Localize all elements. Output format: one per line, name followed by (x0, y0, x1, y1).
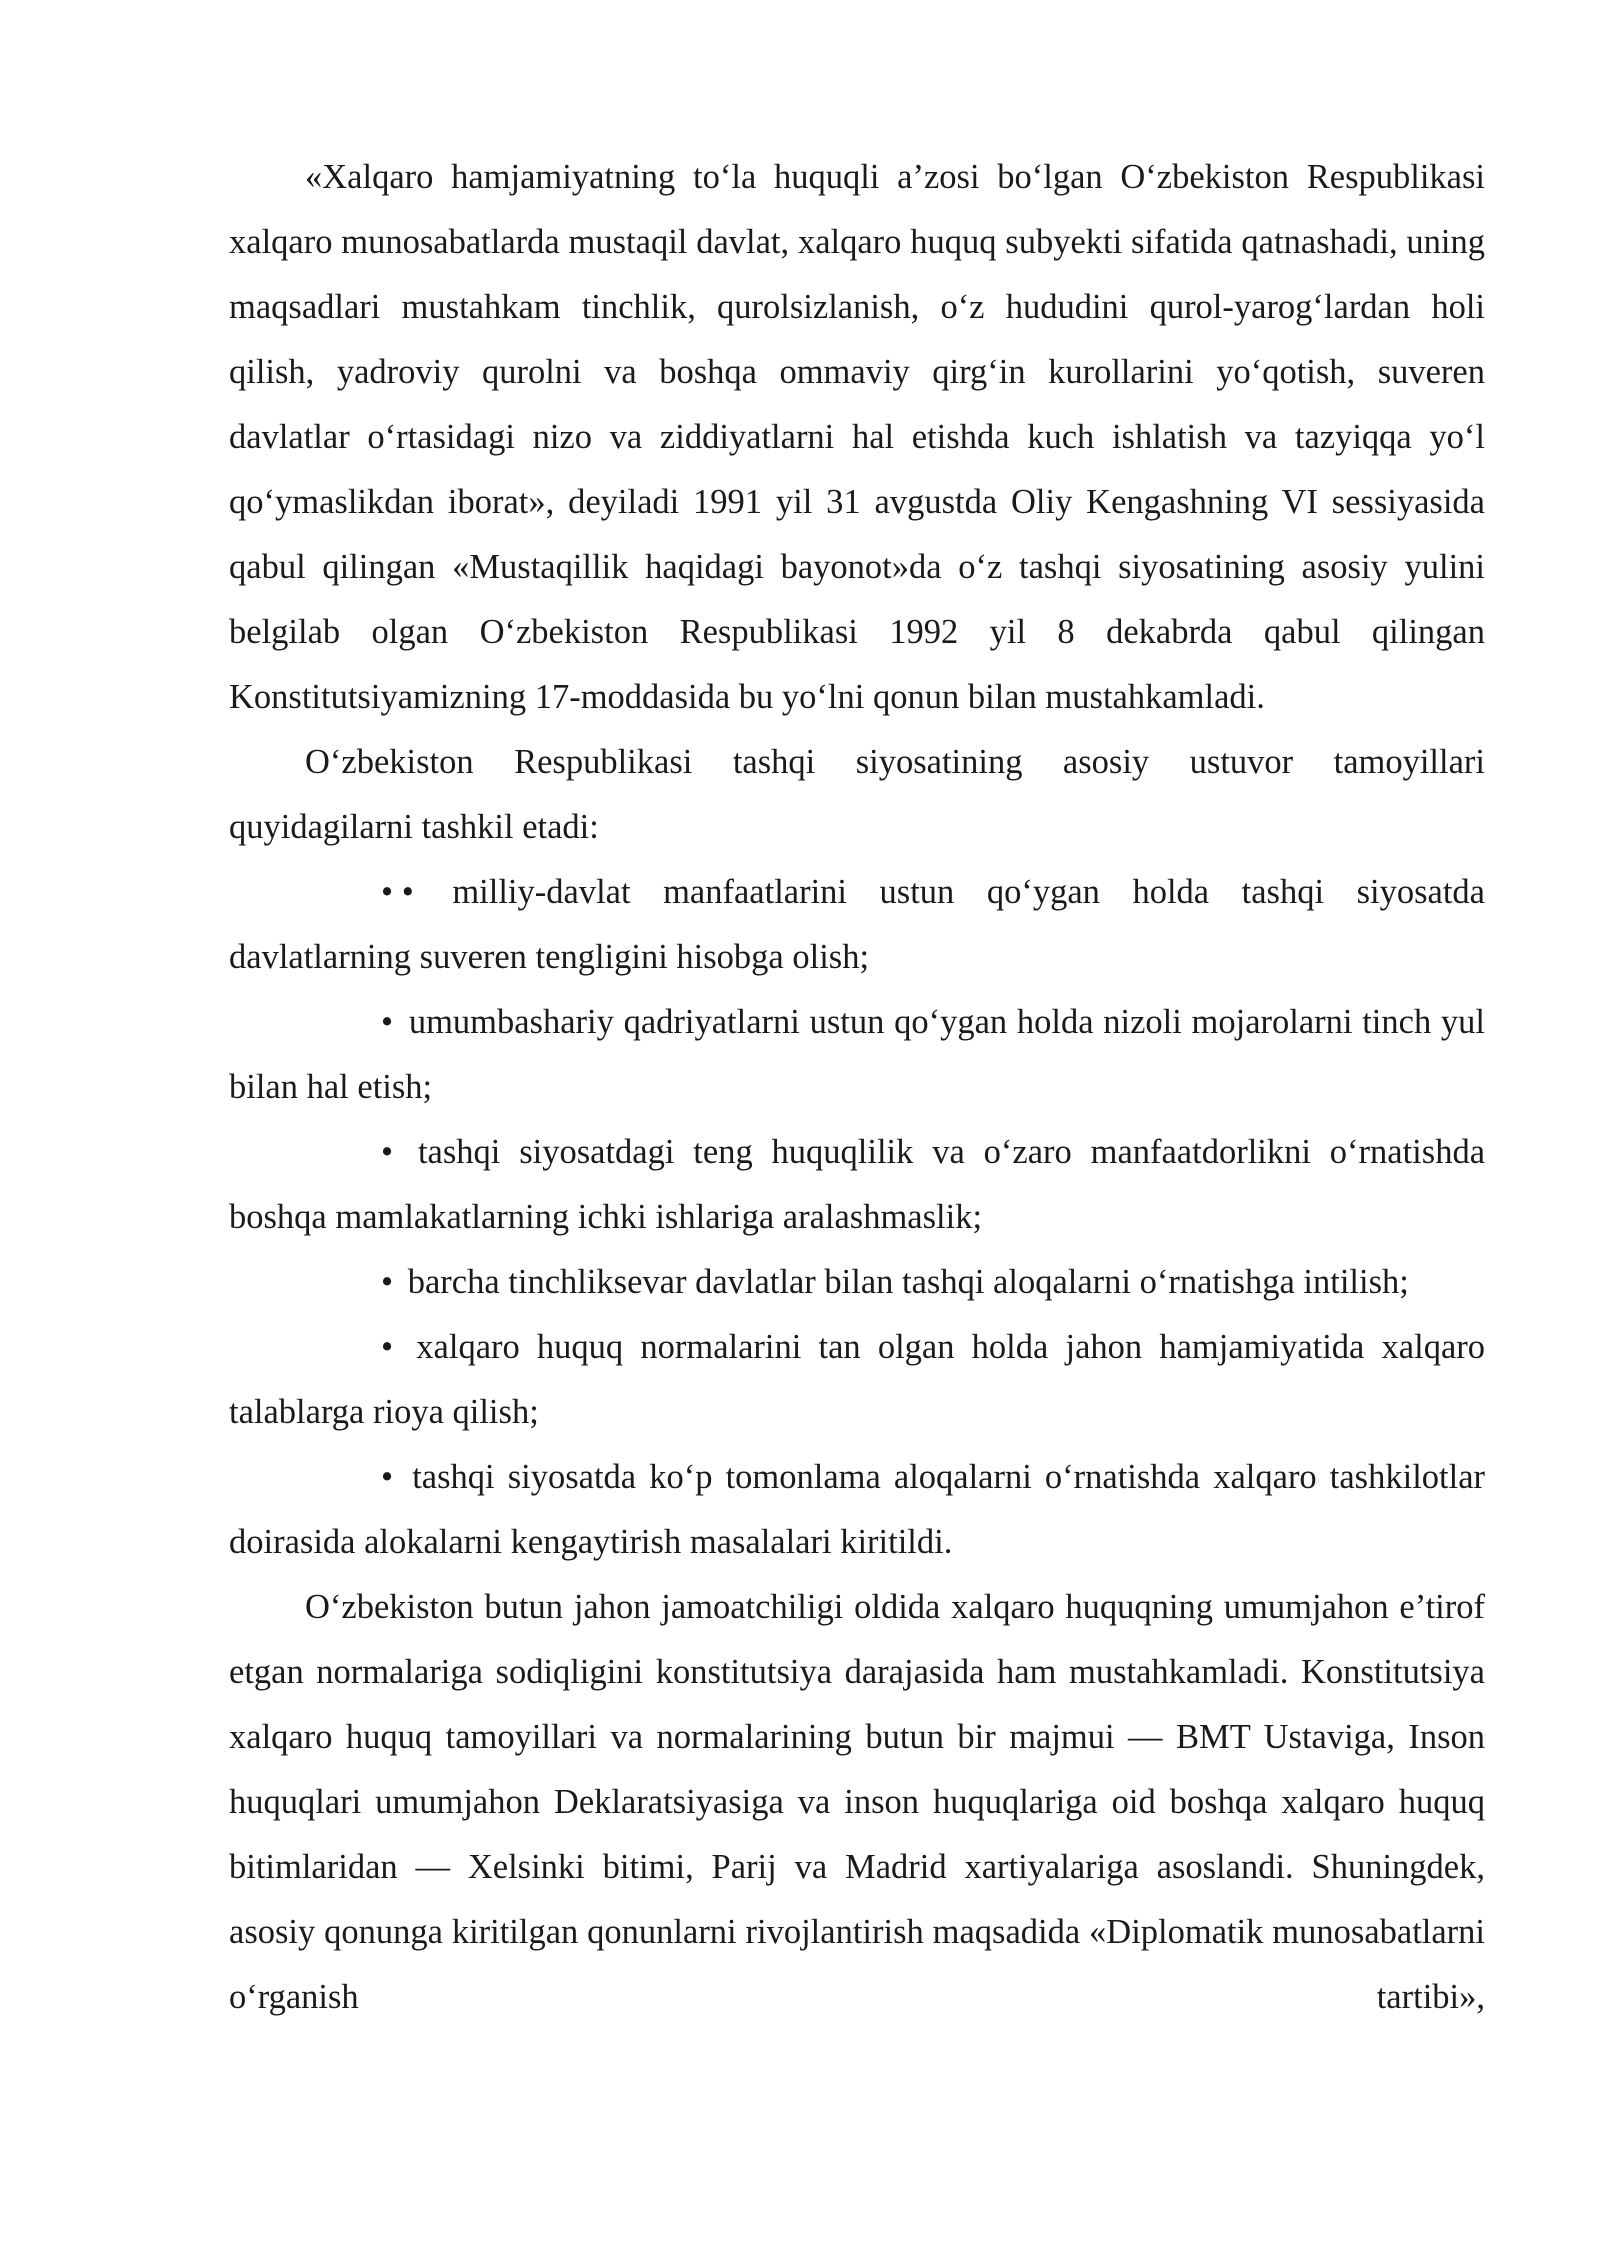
paragraph-priorities-intro: O‘zbekiston Respublikasi tashqi siyosatining asosiy ustuvor tamoyillari quyidagilarni tashkil etadi: (229, 743, 1485, 846)
bullet-icon: • (381, 1003, 394, 1041)
bullet-icon: • (381, 1263, 394, 1301)
bullet-icon: • (381, 1458, 394, 1496)
paragraph-constitution-article: «Xalqaro hamjamiyatning to‘la huquqli a’zosi bo‘lgan O‘zbekiston Respublikasi xalqaro munosabatlarda mustaqil davlat, xalqaro huquq subyekti sifatida qatnashadi, uning maqsadlari mustahkam tinchlik, qurolsizlanish, o‘z hududini qurol-yarog‘lardan holi qilish, yadroviy qurolni va boshqa ommaviy qirg‘in kurollarini yo‘qotish, suveren davlatlar o‘rtasidagi nizo va ziddiyatlarni hal etishda kuch ishlatish va tazyiqqa yo‘l qo‘ymaslikdan iborat», deyiladi 1991 yil 31 avgustda Oliy Kengashning VI sessiyasida qabul qilingan «Mustaqillik haqidagi bayonot»da o‘z tashqi siyosatining asosiy yulini belgilab olgan O‘zbekiston Respublikasi 1992 yil 8 dekabrda qabul qilingan Konstitutsiyamizning 17-moddasida bu yo‘lni qonun bilan mustahkamladi. (229, 158, 1485, 716)
document-body (229, 145, 1485, 2030)
bullet-icon: • (381, 1133, 394, 1171)
list-item (229, 1250, 1485, 1315)
list-item-text: umumbashariy qadriyatlarni ustun qo‘ygan holda nizoli mojarolarni tinch yul bilan hal etish; (229, 1003, 1486, 1106)
list-item-text: barcha tinchliksevar davlatlar bilan tashqi aloqalarni o‘rnatishga intilish; (407, 1263, 1409, 1301)
list-item-text: milliy-davlat manfaatlarini ustun qo‘ygan holda tashqi siyosatda davlatlarning suveren tengligini hisobga olish; (229, 873, 1485, 976)
bullet-icon: • • (381, 873, 414, 911)
list-item (229, 1445, 1485, 1575)
list-item-text: tashqi siyosatdagi teng huquqlilik va o‘zaro manfaatdorlikni o‘rnatishda boshqa mamlakatlarning ichki ishlariga aralashmaslik; (229, 1133, 1486, 1236)
list-item (229, 860, 1485, 990)
list-item-text: tashqi siyosatda ko‘p tomonlama aloqalarni o‘rnatishda xalqaro tashkilotlar doirasida alokalarni kengaytirish masalalari kiritildi. (229, 1458, 1486, 1561)
paragraph-international-law: O‘zbekiston butun jahon jamoatchiligi oldida xalqaro huquqning umumjahon e’tirof etgan normalariga sodiqligini konstitutsiya darajasida ham mustahkamladi. Konstitutsiya xalqaro huquq tamoyillari va normalarining butun bir majmui — BMT Ustaviga, Inson huquqlari umumjahon Deklaratsiyasiga va inson huquqlariga oid boshqa xalqaro huquq bitimlaridan — Xelsinki bitimi, Parij va Madrid xartiyalariga asoslandi. Shuningdek, asosiy qonunga kiritilgan qonunlarni rivojlantirish maqsadida «Diplomatik munosabatlarni o‘rganish tartibi», (229, 1588, 1485, 2016)
list-item (229, 990, 1485, 1120)
list-item (229, 1120, 1485, 1250)
list-item-text: xalqaro huquq normalarini tan olgan holda jahon hamjamiyatida xalqaro talablarga rioya qilish; (229, 1328, 1486, 1431)
bullet-icon: • (381, 1328, 394, 1366)
list-item (229, 1315, 1485, 1445)
